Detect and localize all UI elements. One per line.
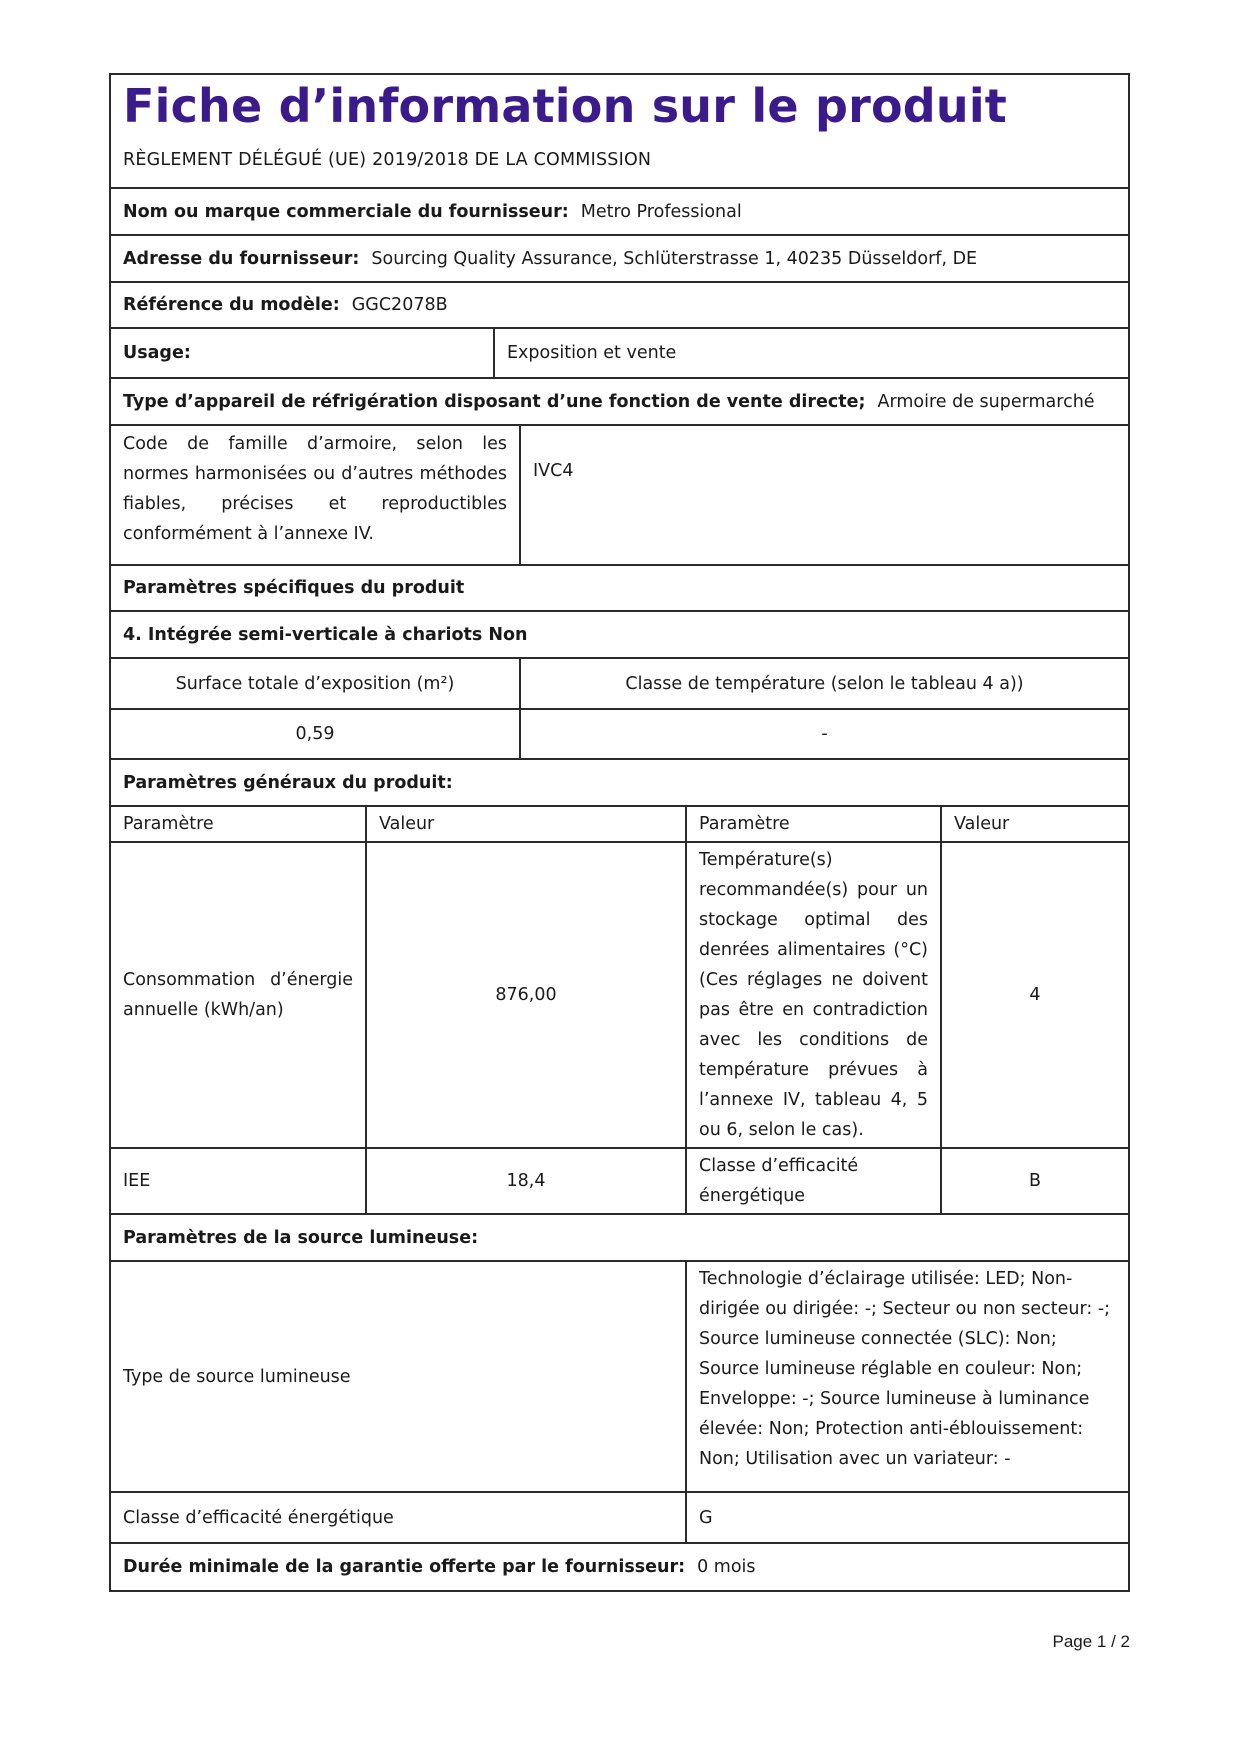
iee-label: IEE [123, 1171, 151, 1191]
light-source-heading-row [111, 1215, 1128, 1262]
supplier-name-label: Nom ou marque commerciale du fournisseur: [123, 201, 569, 222]
appliance-type-row [111, 379, 1128, 426]
supplier-address-value: Sourcing Quality Assurance, Schlüterstrasse 1, 40235 Düsseldorf, DE [371, 248, 978, 269]
specific-params-value-row [111, 710, 1128, 760]
page-number: Page 1 / 2 [1052, 1632, 1130, 1651]
light-energy-class-value: G [685, 1493, 1128, 1542]
model-reference-value: GGC2078B [351, 295, 448, 315]
light-energy-class-row [111, 1493, 1128, 1544]
model-reference-label: Référence du modèle: [123, 295, 340, 315]
recommended-temperature-value: 4 [940, 843, 1128, 1147]
light-source-type-value: Technologie d’éclairage utilisée: LED; Non-dirigée ou dirigée: -; Secteur ou non secteur: -; Source lumineuse connectée (SLC): Non; Source lumineuse réglable en couleur: Non; Enveloppe: -; Source lumineuse à luminance élevée: Non; Protection anti-éblouissement: Non; Utilisation avec un variateur: - [685, 1262, 1128, 1491]
param-header-1: Paramètre [123, 814, 214, 834]
energy-consumption-label: Consommation d’énergie annuelle (kWh/an) [123, 970, 353, 1020]
value-header-1: Valeur [365, 807, 685, 841]
supplier-name-row [111, 189, 1128, 236]
light-source-type-row [111, 1262, 1128, 1493]
usage-label: Usage: [123, 343, 191, 363]
supplier-address-label: Adresse du fournisseur: [123, 248, 360, 269]
header-block [111, 75, 1128, 189]
energy-class-label: Classe d’efficacité énergétique [685, 1149, 940, 1213]
family-code-value: IVC4 [519, 426, 1128, 564]
warranty-label: Durée minimale de la garantie offerte par le fournisseur: [123, 1557, 686, 1577]
iee-row [111, 1149, 1128, 1215]
light-energy-class-label: Classe d’efficacité énergétique [123, 1507, 394, 1528]
page-title: Fiche d’information sur le produit [123, 79, 1007, 133]
supplier-address-row [111, 236, 1128, 283]
specific-params-heading: Paramètres spécifiques du produit [123, 578, 465, 598]
warranty-row [111, 1544, 1128, 1590]
param-header-2: Paramètre [685, 807, 940, 841]
regulation-reference: RÈGLEMENT DÉLÉGUÉ (UE) 2019/2018 DE LA COMMISSION [123, 149, 652, 170]
specific-params-heading-row [111, 566, 1128, 612]
temperature-class-header: Classe de température (selon le tableau 4 a)) [519, 659, 1128, 708]
supplier-name-value: Metro Professional [580, 201, 742, 222]
model-reference-row [111, 283, 1128, 329]
general-params-header-row [111, 807, 1128, 843]
display-area-value: 0,59 [295, 724, 335, 744]
general-params-heading: Paramètres généraux du produit: [123, 772, 453, 793]
appliance-type-label: Type d’appareil de réfrigération disposant d’une fonction de vente directe; [123, 391, 866, 412]
general-params-heading-row [111, 760, 1128, 807]
energy-consumption-value: 876,00 [365, 843, 685, 1147]
usage-value: Exposition et vente [493, 329, 1128, 377]
recommended-temperature-label: Température(s) recommandée(s) pour un stockage optimal des denrées alimentaires (°C) (Ces réglages ne doivent pas être en contradiction avec les conditions de température prévues à l’annexe IV, tableau 4, 5 ou 6, selon le cas). [685, 843, 940, 1147]
warranty-value: 0 mois [697, 1557, 756, 1577]
usage-row [111, 329, 1128, 379]
category-row [111, 612, 1128, 659]
appliance-type-value: Armoire de supermarché [877, 391, 1095, 412]
energy-class-value: B [940, 1149, 1128, 1213]
family-code-row [111, 426, 1128, 566]
value-header-2: Valeur [940, 807, 1128, 841]
light-source-heading: Paramètres de la source lumineuse: [123, 1227, 479, 1248]
family-code-label: Code de famille d’armoire, selon les normes harmonisées ou d’autres méthodes fiables, précises et reproductibles conformément à l’annexe IV. [123, 434, 507, 544]
light-source-type-label: Type de source lumineuse [123, 1366, 351, 1387]
display-area-header: Surface totale d’exposition (m²) [175, 673, 455, 694]
specific-params-header-row [111, 659, 1128, 710]
iee-value: 18,4 [365, 1149, 685, 1213]
energy-consumption-row [111, 843, 1128, 1149]
category-text: 4. Intégrée semi-verticale à chariots Non [123, 624, 528, 645]
product-information-sheet [109, 73, 1130, 1592]
temperature-class-value: - [519, 710, 1128, 758]
